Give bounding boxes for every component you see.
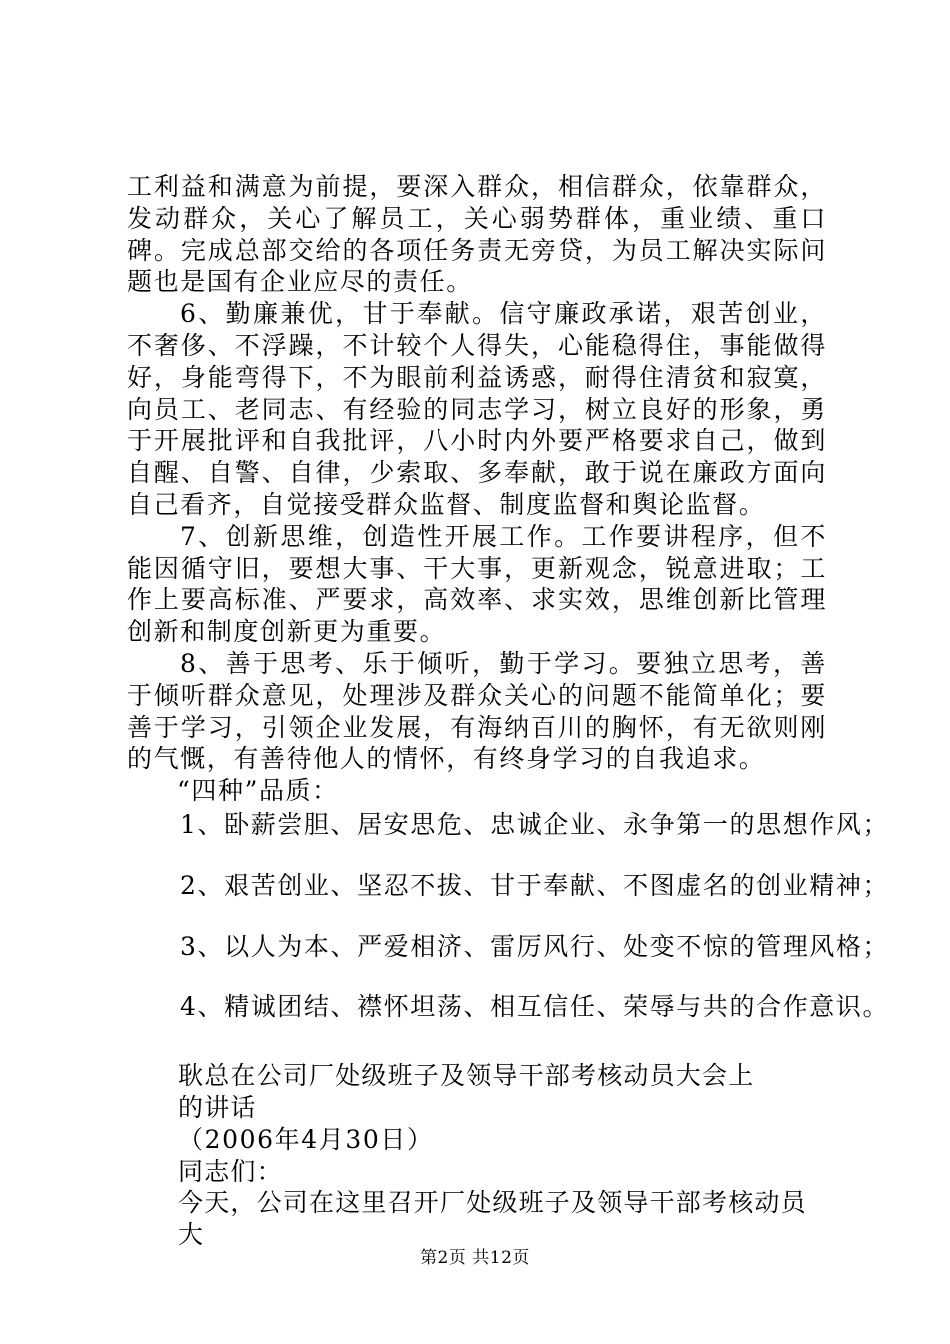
page-footer: 第2页 共12页 xyxy=(420,1248,530,1268)
speech-opening: 今天，公司在这里召开厂处级班子及领导干部考核动员大 xyxy=(178,1188,807,1250)
quality-item-2: 2、艰苦创业、坚忍不拔、甘于奉献、不图虚名的创业精神； xyxy=(180,870,890,900)
paragraph-item-6: 6、勤廉兼优，甘于奉献。信守廉政承诺，艰苦创业，不奢侈、不浮躁，不计较个人得失，心能稳得住，事能做得好，身能弯得下，不为眼前利益诱惑，耐得住清贫和寂寞，向员工、老同志、有经验的同志学习，树立良好的形象，勇于开展批评和自我批评，八小时内外要严格要求自己，做到自醒、自警、自律，少索取、多奉献，敢于说在廉政方面向自己看齐，自觉接受群众监督、制度监督和舆论监督。 xyxy=(127,299,827,519)
quality-item-1: 1、卧薪尝胆、居安思危、忠诚企业、永争第一的思想作风； xyxy=(180,809,890,839)
speech-title-line1: 耿总在公司厂处级班子及领导干部考核动员大会上 xyxy=(178,1061,755,1091)
speech-date: （2006年4月30日） xyxy=(178,1124,434,1154)
speech-header xyxy=(127,1060,827,1124)
speech-title-line2: 的讲话 xyxy=(178,1092,257,1122)
paragraph-item-7: 7、创新思维，创造性开展工作。工作要讲程序，但不能因循守旧，要想大事、干大事，更新观念，锐意进取；工作上要高标准、严要求，高效率、求实效，思维创新比管理创新和制度创新更为重要。 xyxy=(127,521,827,647)
paragraph-continuation: 工利益和满意为前提，要深入群众，相信群众，依靠群众，发动群众，关心了解员工，关心弱势群体，重业绩、重口碑。完成总部交给的各项任务责无旁贷，为员工解决实际问题也是国有企业应尽的责任。 xyxy=(127,172,827,297)
quality-item-3: 3、以人为本、严爱相济、雷厉风行、处变不惊的管理风格； xyxy=(180,931,890,961)
paragraph-item-8: 8、善于思考、乐于倾听，勤于学习。要独立思考，善于倾听群众意见，处理涉及群众关心的问题不能简单化；要善于学习，引领企业发展，有海纳百川的胸怀，有无欲则刚的气慨，有善待他人的情怀，有终身学习的自我追求。 xyxy=(127,648,827,774)
document-body xyxy=(127,171,890,1251)
speech-body xyxy=(127,1156,827,1251)
salutation: 同志们： xyxy=(178,1156,283,1186)
qualities-heading: “四种”品质： xyxy=(177,776,339,806)
quality-item-4: 4、精诚团结、襟怀坦荡、相互信任、荣辱与共的合作意识。 xyxy=(180,992,890,1022)
